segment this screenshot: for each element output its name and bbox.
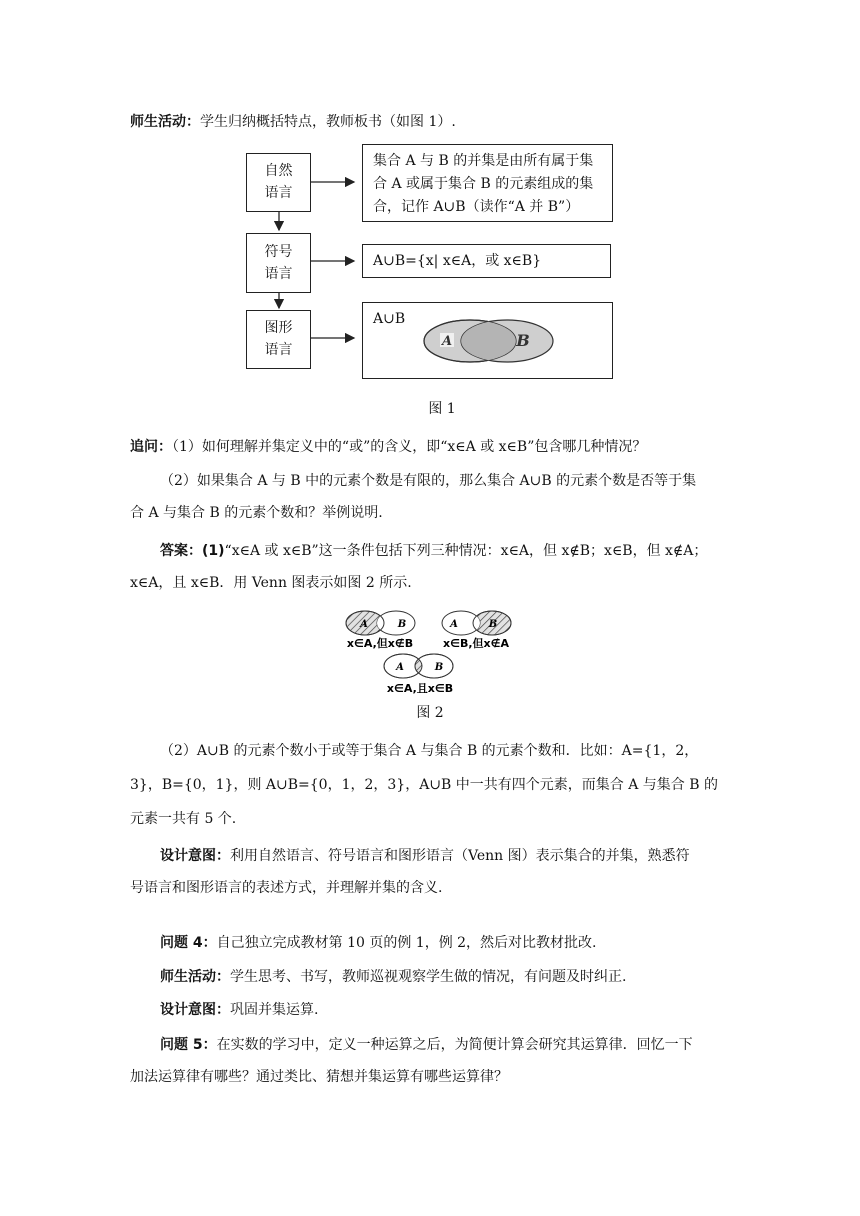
venn-union-diagram [418,315,558,365]
q5-line1-text: 在实数的学习中，定义一种运算之后，为简便计算会研究其运算律．回忆一下 [216,1037,693,1053]
case2-a: A [450,619,458,630]
design1-label: 设计意图： [160,848,230,864]
q4-text: 自己独立完成教材第 10 页的例 1，例 2，然后对比教材批改. [216,935,597,951]
symbol-language-line1: 符号 [264,244,293,260]
natural-language-line1: 自然 [264,163,293,179]
graphic-language-line1: 图形 [264,320,293,336]
part2-line3: 元素一共有 5 个. [130,811,237,827]
design1-line1-text: 利用自然语言、符号语言和图形语言（Venn 图）表示集合的并集，熟悉符 [230,848,690,864]
figure-2-venn [340,605,520,697]
figure-1-caption: 图 1 [428,401,456,417]
question-4 [160,932,730,954]
intro-text: 学生归纳概括特点，教师板书（如图 1）. [200,114,456,130]
natural-definition-line1: 集合 A 与 B 的并集是由所有属于集 [373,153,594,169]
followup-q2-line1: （2）如果集合 A 与 B 中的元素个数是有限的，那么集合 A∪B 的元素个数是否等于集 [160,473,697,489]
graphic-language-line2: 语言 [264,342,293,358]
natural-language-box [246,153,311,212]
intro-label: 师生活动： [130,114,200,130]
answer-line1 [160,540,730,562]
case2-b: B [488,619,498,630]
activity2-text: 学生思考、书写，教师巡视观察学生做的情况，有问题及时纠正. [230,969,627,985]
design2-text: 巩固并集运算. [230,1002,319,1018]
case3-label: x∈A,且x∈B [386,682,454,695]
question-5-line1 [160,1034,730,1056]
case3-a: A [396,662,404,673]
activity2-label: 师生活动： [160,969,230,985]
q4-label: 问题 4： [160,935,217,951]
case1-label: x∈A,但x∉B [346,637,414,650]
part2-line2: 3}，B={0，1}，则 A∪B={0，1，2，3}，A∪B 中一共有四个元素，而集合 A 与集合 B 的 [130,777,718,793]
q5-label: 问题 5： [160,1037,217,1053]
symbol-definition: A∪B={x| x∈A，或 x∈B} [373,253,542,269]
venn-label-a: A [441,334,453,349]
symbol-language-box [246,233,311,293]
case1-b: B [397,619,407,630]
design1-line2: 号语言和图形语言的表述方式，并理解并集的含义. [130,880,443,896]
design2-label: 设计意图： [160,1002,230,1018]
answer-number: (1) [202,543,225,559]
answer-label: 答案： [160,543,202,559]
case1-a: A [360,619,368,630]
venn-case-3 [384,654,453,695]
design-2 [160,999,730,1021]
followup-q2-line2: 合 A 与集合 B 的元素个数和？举例说明. [130,505,383,521]
symbol-definition-box [362,244,611,278]
natural-definition-line2: 合 A 或属于集合 B 的元素组成的集 [373,176,594,192]
venn-case-2 [442,611,511,650]
figure-2-caption: 图 2 [416,705,444,721]
graphic-language-box [246,310,311,369]
graphic-title: A∪B [373,311,406,327]
followup-label: 追问： [130,439,172,455]
question-5-line2: 加法运算律有哪些？通过类比、猜想并集运算有哪些运算律？ [130,1069,508,1085]
part2-line1: （2）A∪B 的元素个数小于或等于集合 A 与集合 B 的元素个数和．比如：A={1，2， [160,743,699,759]
symbol-language-line2: 语言 [264,266,293,282]
answer-line2: x∈A，且 x∈B．用 Venn 图表示如图 2 所示. [130,575,412,591]
activity-2 [160,966,730,988]
followup-q1 [130,436,730,458]
graphic-definition-box [362,302,613,379]
case3-b: B [434,662,444,673]
case2-label: x∈B,但x∉A [443,637,509,650]
natural-definition-box [362,144,613,222]
followup-q1-text: （1）如何理解并集定义中的“或”的含义，即“x∈A 或 x∈B”包含哪几种情况？ [172,439,647,455]
natural-language-line2: 语言 [264,185,293,201]
natural-definition-line3: 合，记作 A∪B（读作“A 并 B”） [373,199,580,215]
answer-line1-text: “x∈A 或 x∈B”这一条件包括下列三种情况：x∈A，但 x∉B；x∈B，但 x∉A； [224,543,708,559]
venn-label-b: B [516,331,530,350]
venn-case-1 [346,611,415,650]
design1-line1 [160,845,730,867]
